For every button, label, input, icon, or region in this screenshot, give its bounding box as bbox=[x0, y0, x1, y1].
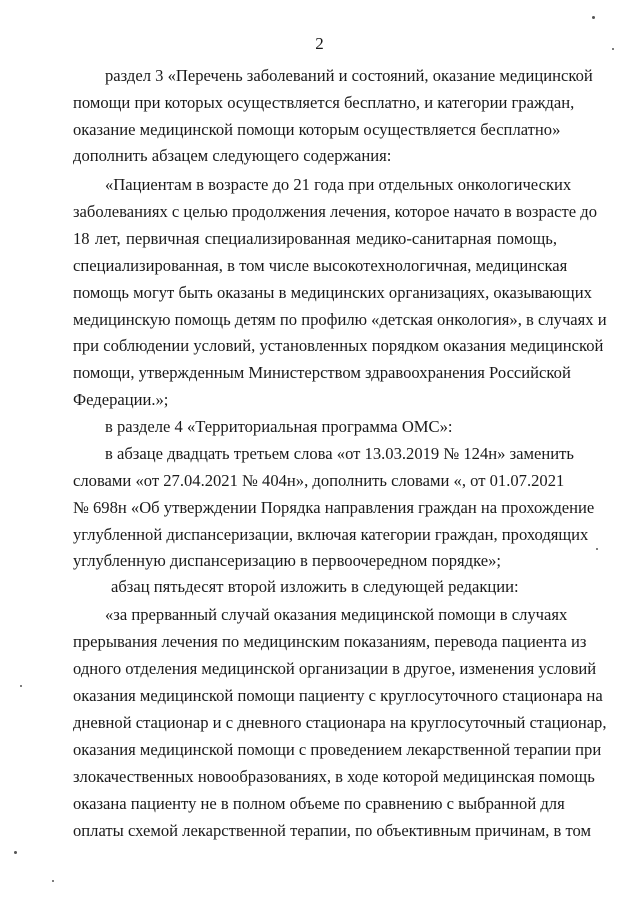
paragraph-line: оказания медицинской помощи с проведением лекарственной терапии при bbox=[73, 740, 602, 759]
scan-speck bbox=[52, 880, 54, 882]
paragraph-line: медицинскую помощь детям по профилю «детская онкология», в случаях и bbox=[73, 310, 607, 329]
scan-speck bbox=[596, 548, 598, 550]
paragraph-line: углубленную диспансеризацию в первоочередном порядке»; bbox=[73, 551, 502, 570]
paragraph-line: дневной стационар и с дневного стационара на круглосуточный стационар, bbox=[73, 713, 607, 732]
paragraph-line: оказание медицинской помощи которым осуществляется бесплатно» bbox=[73, 120, 561, 139]
paragraph-line: дополнить абзацем следующего содержания: bbox=[73, 146, 392, 165]
paragraph-line: «Пациентам в возрасте до 21 года при отдельных онкологических bbox=[105, 175, 572, 194]
paragraph-line: оказана пациенту не в полном объеме по сравнению с выбранной для bbox=[73, 794, 565, 813]
paragraph-line: абзац пятьдесят второй изложить в следующей редакции: bbox=[111, 577, 519, 596]
paragraph-line: помощь могут быть оказаны в медицинских организациях, оказывающих bbox=[73, 283, 592, 302]
paragraph-line: Федерации.»; bbox=[73, 390, 169, 409]
paragraph-line: раздел 3 «Перечень заболеваний и состояний, оказание медицинской bbox=[105, 66, 593, 85]
paragraph-line: в разделе 4 «Территориальная программа ОМС»: bbox=[105, 417, 453, 436]
scan-speck bbox=[20, 685, 22, 687]
paragraph-line: прерывания лечения по медицинским показаниям, перевода пациента из bbox=[73, 632, 587, 651]
paragraph-line: углубленной диспансеризации, включая категории граждан, проходящих bbox=[73, 525, 589, 544]
paragraph-line: помощи при которых осуществляется бесплатно, и категории граждан, bbox=[73, 93, 575, 112]
scan-speck bbox=[592, 16, 595, 19]
paragraph-line: 18 лет, первичная специализированная медико-санитарная помощь, bbox=[73, 229, 557, 248]
page-number: 2 bbox=[315, 34, 324, 53]
paragraph-line: помощи, утвержденным Министерством здравоохранения Российской bbox=[73, 363, 571, 382]
paragraph-line: злокачественных новообразованиях, в ходе которой медицинская помощь bbox=[73, 767, 595, 786]
scan-speck bbox=[612, 48, 614, 50]
scan-speck bbox=[14, 851, 17, 854]
paragraph-line: при соблюдении условий, установленных порядком оказания медицинской bbox=[73, 336, 604, 355]
paragraph-line: одного отделения медицинской организации в другое, изменения условий bbox=[73, 659, 597, 678]
paragraph-line: оказания медицинской помощи пациенту с круглосуточного стационара на bbox=[73, 686, 603, 705]
paragraph-line: словами «от 27.04.2021 № 404н», дополнить словами «, от 01.07.2021 bbox=[73, 471, 565, 490]
paragraph-line: заболеваниях с целью продолжения лечения, которое начато в возрасте до bbox=[73, 202, 598, 221]
paragraph-line: специализированная, в том числе высокотехнологичная, медицинская bbox=[73, 256, 568, 275]
paragraph-line: в абзаце двадцать третьем слова «от 13.03.2019 № 124н» заменить bbox=[105, 444, 574, 463]
paragraph-line: № 698н «Об утверждении Порядка направления граждан на прохождение bbox=[73, 498, 595, 517]
paragraph-line: «за прерванный случай оказания медицинской помощи в случаях bbox=[105, 605, 568, 624]
paragraph-line: оплаты схемой лекарственной терапии, по объективным причинам, в том bbox=[73, 821, 591, 840]
